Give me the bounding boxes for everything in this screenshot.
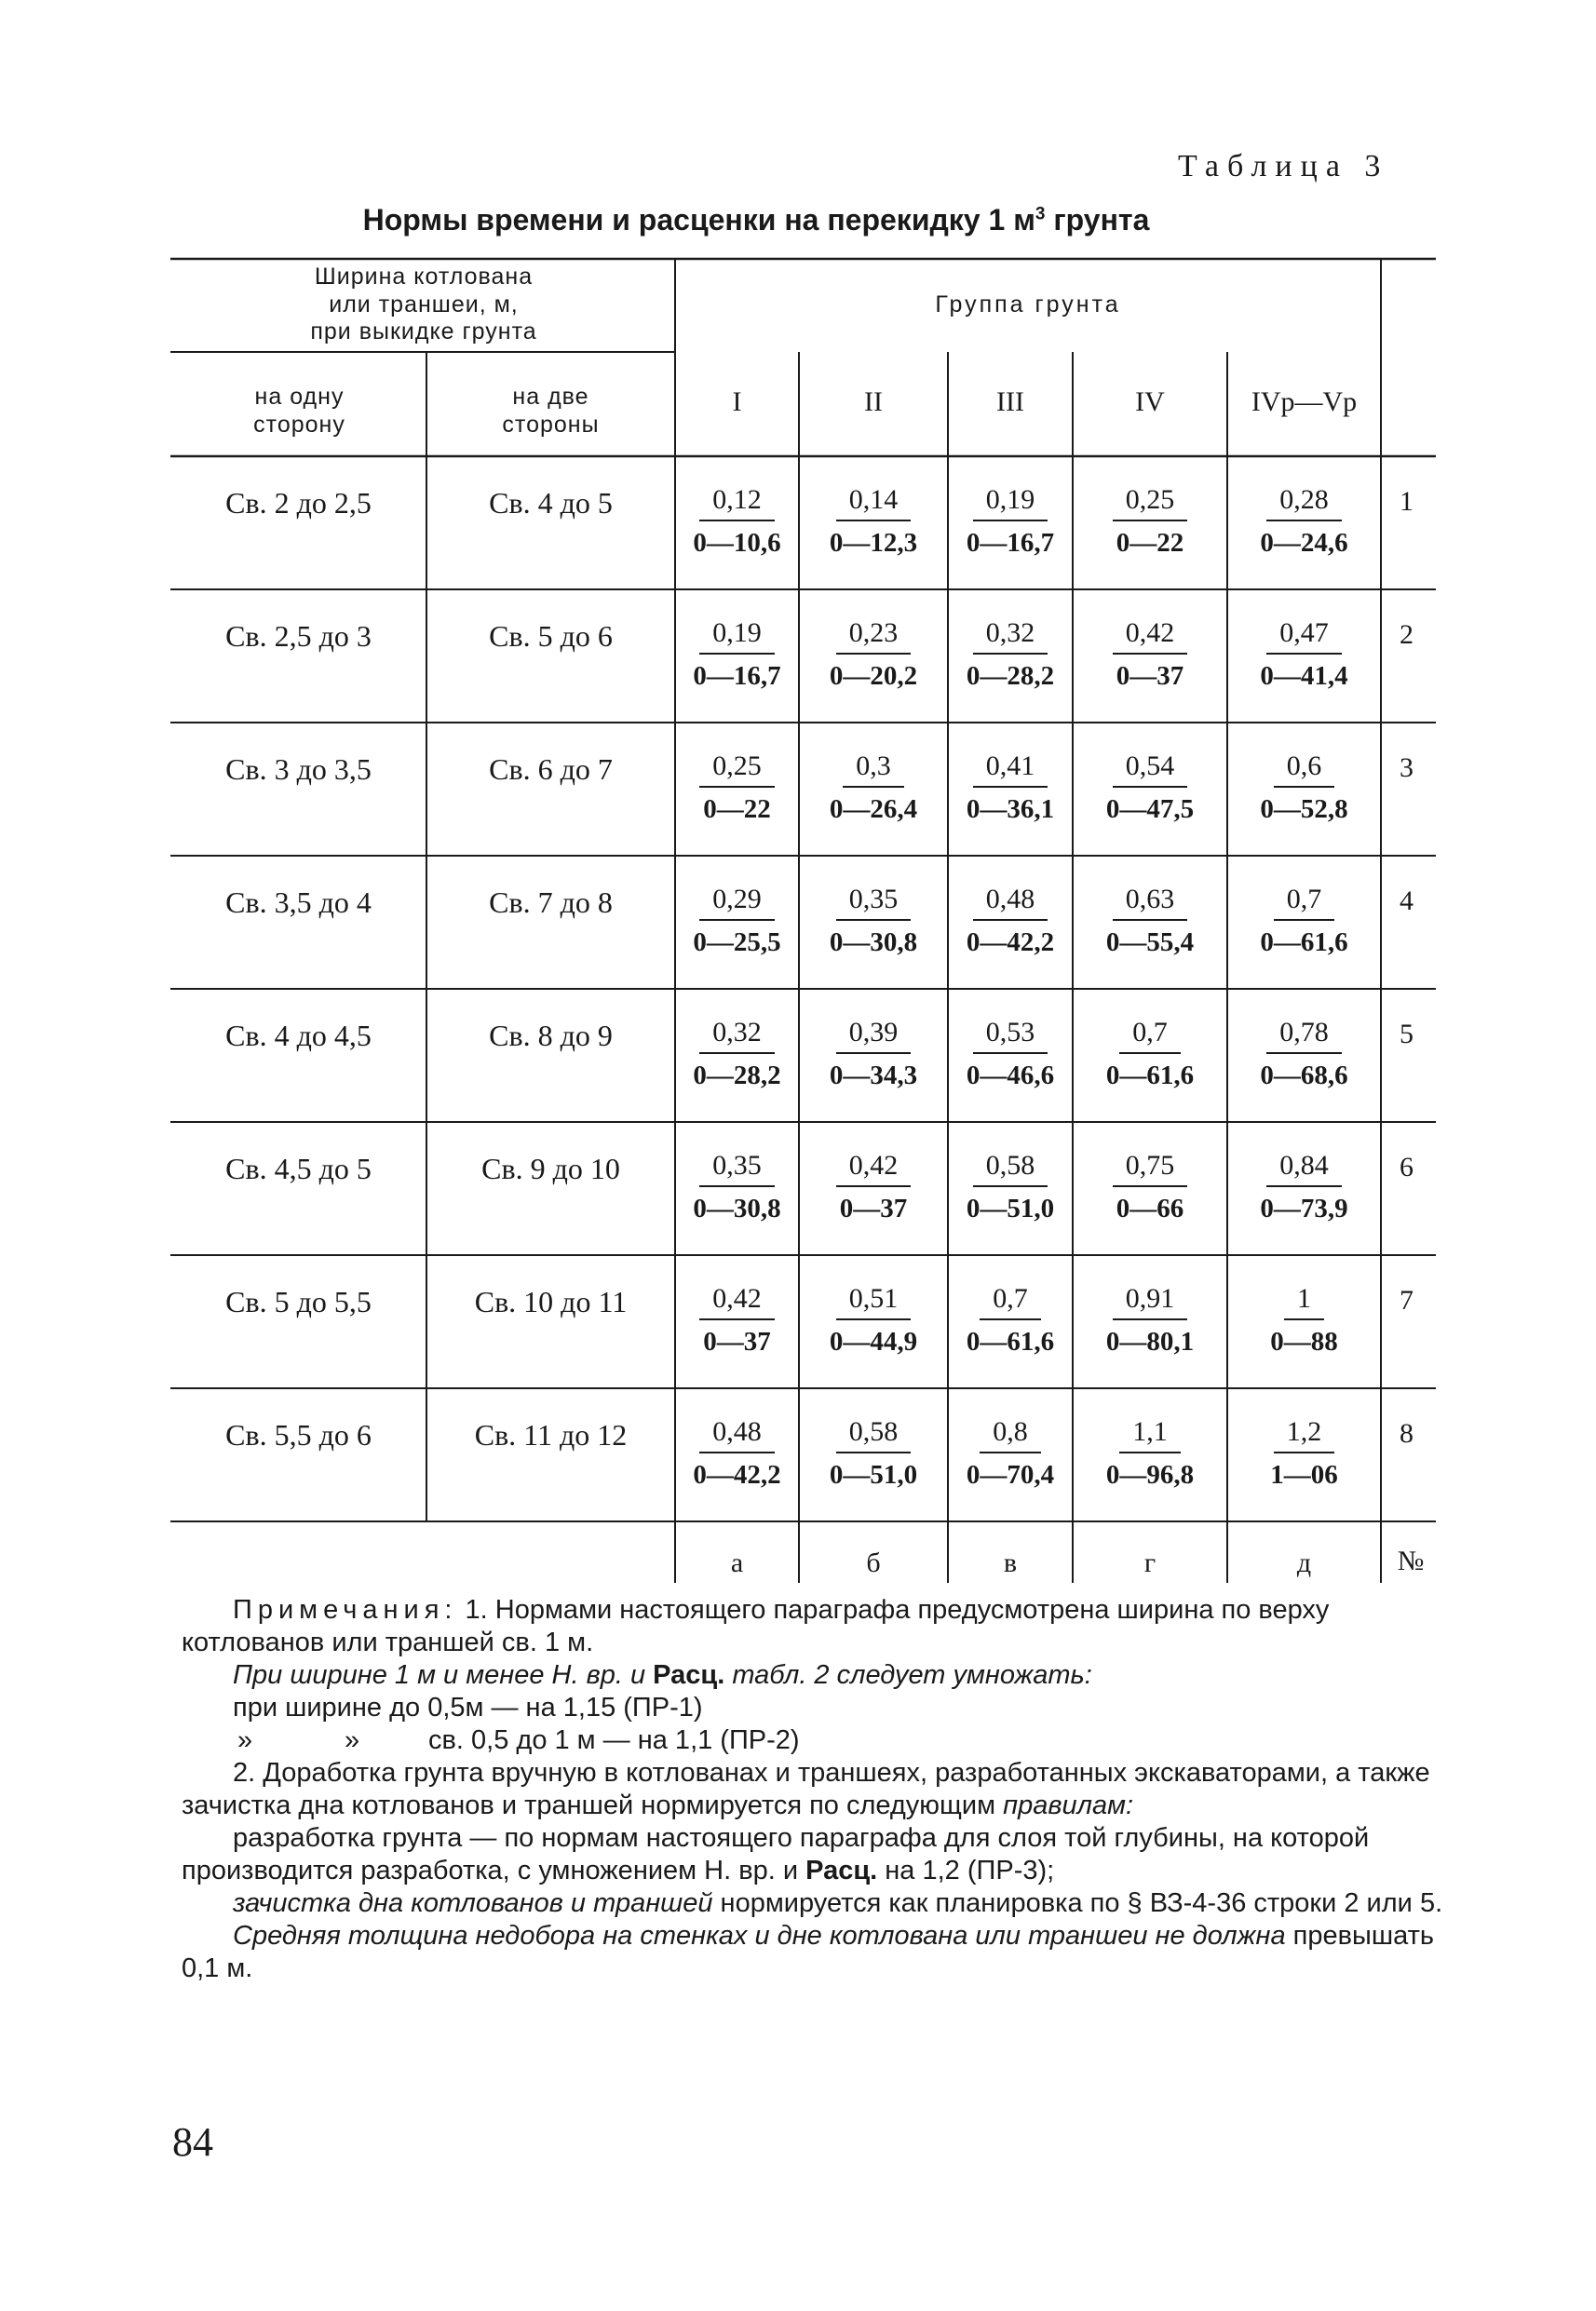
norm-cell: [675, 615, 799, 695]
norm-rate: 0—25,5: [693, 927, 781, 957]
width-one-side: Св. 5,5 до 6: [225, 1418, 372, 1452]
norm-rate: 0—37: [703, 1327, 771, 1357]
norm-cell: [1073, 749, 1227, 828]
norm-cell: [1073, 882, 1227, 961]
soil-group-header: II: [864, 386, 883, 417]
width-two-sides: Св. 7 до 8: [489, 885, 613, 919]
table-title-sup: 3: [1035, 204, 1046, 224]
norm-time: 0,47: [1266, 615, 1342, 655]
row-number: 2: [1400, 619, 1413, 650]
width-one-side: Св. 4,5 до 5: [225, 1152, 372, 1185]
norm-cell: [799, 749, 948, 828]
header-soil-group: Группа грунта: [935, 291, 1121, 318]
norm-cell: [948, 482, 1073, 561]
norm-time: 0,75: [1113, 1148, 1188, 1187]
norm-rate: 0—61,6: [1260, 927, 1348, 957]
norm-time: 0,42: [836, 1148, 912, 1187]
row-number: 6: [1400, 1152, 1413, 1183]
norm-cell: [799, 482, 948, 561]
norm-cell: [1073, 1148, 1227, 1227]
norm-rate: 0—10,6: [693, 528, 781, 558]
norm-cell: [799, 615, 948, 695]
width-two-sides: Св. 10 до 11: [474, 1285, 628, 1318]
table-title-main: Нормы времени и расценки на перекидку 1 м: [362, 203, 1035, 237]
norm-time: 0,53: [973, 1015, 1048, 1054]
width-one-side: Св. 3,5 до 4: [225, 885, 372, 919]
norm-rate: 0—34,3: [829, 1061, 918, 1090]
norm-cell: [1227, 1148, 1381, 1227]
header-two-sides-line: на две: [512, 384, 589, 410]
norm-rate: 0—16,7: [693, 661, 781, 691]
norm-time: 0,19: [973, 482, 1048, 521]
norm-cell: [948, 1281, 1073, 1360]
norm-cell: [1227, 882, 1381, 961]
note-1-rule-a: При ширине 1 м и менее Н. вр. и: [233, 1660, 654, 1690]
norm-time: 0,42: [699, 1281, 775, 1320]
norm-cell: [1227, 1015, 1381, 1094]
norm-rate: 0—61,6: [1105, 1061, 1195, 1090]
norm-time: 0,41: [973, 749, 1048, 788]
norm-cell: [1227, 1281, 1381, 1360]
norm-time: 0,12: [699, 482, 775, 521]
note-1-text: 1. Нормами настоящего параграфа предусмотрена ширина по верху котлованов или траншей св. 1 м.: [182, 1595, 1330, 1657]
width-one-side: Св. 2,5 до 3: [225, 619, 372, 653]
note-3-a: Средняя толщина недобора на стенках и дне котлована или траншеи не должна: [233, 1921, 1286, 1951]
norm-rate: 0—36,1: [966, 794, 1055, 824]
width-two-sides: Св. 8 до 9: [489, 1019, 613, 1052]
norm-time: 0,32: [699, 1015, 775, 1054]
header-width-line: Ширина котлована: [314, 264, 534, 290]
norm-rate: 0—73,9: [1260, 1194, 1348, 1223]
norm-cell: [675, 1414, 799, 1493]
norm-time: 0,84: [1266, 1148, 1342, 1187]
soil-group-header: IV: [1135, 386, 1165, 417]
row-number: 7: [1400, 1285, 1413, 1316]
note-1: [182, 1594, 1448, 1659]
norm-rate: 0—41,4: [1260, 661, 1348, 691]
header-two-sides-line: стороны: [502, 411, 600, 438]
norm-cell: [799, 882, 948, 961]
norm-rate: 0—70,4: [966, 1460, 1055, 1490]
norm-time: 0,51: [836, 1281, 912, 1320]
column-letter: г: [1143, 1547, 1156, 1578]
width-two-sides: Св. 4 до 5: [489, 486, 613, 520]
header-width-line: при выкидке грунта: [310, 318, 537, 345]
norm-rate: 0—88: [1270, 1327, 1338, 1357]
notes-title: Примечания:: [233, 1595, 458, 1625]
norm-cell: [948, 882, 1073, 961]
norm-rate: 0—51,0: [829, 1460, 918, 1490]
norm-rate: 0—80,1: [1105, 1327, 1195, 1357]
norm-time: 0,63: [1113, 882, 1188, 921]
norm-rate: 0—26,4: [829, 794, 918, 824]
norm-time: 0,35: [836, 882, 912, 921]
norm-rate: 1—06: [1270, 1460, 1338, 1490]
norm-rate: 0—30,8: [829, 927, 918, 957]
note-3-b: превышать 0,1 м.: [182, 1921, 1435, 1983]
norm-time: 0,29: [699, 882, 775, 921]
soil-group-header: III: [996, 386, 1024, 417]
norm-time: 0,58: [973, 1148, 1048, 1187]
norm-rate: 0—51,0: [966, 1194, 1055, 1223]
norm-cell: [948, 615, 1073, 695]
table-label: Таблица 3: [1178, 149, 1389, 183]
norm-time: 0,48: [699, 1414, 775, 1453]
norm-rate: 0—30,8: [693, 1194, 781, 1223]
norm-time: 0,35: [699, 1148, 775, 1187]
note-2-a: [182, 1822, 1448, 1887]
norm-time: 0,54: [1113, 749, 1188, 788]
note-2-b: [182, 1887, 1448, 1920]
norm-cell: [675, 1281, 799, 1360]
norm-rate: 0—12,3: [829, 528, 918, 558]
row-number: 3: [1400, 752, 1413, 783]
norm-cell: [1227, 615, 1381, 695]
norm-rate: 0—55,4: [1105, 927, 1195, 957]
note-2-text: 2. Доработка грунта вручную в котлованах и траншеях, разработанных экскаваторами, а также зачистка дна котлованов и траншей нормируется по следующим: [182, 1758, 1430, 1820]
norm-rate: 0—68,6: [1260, 1061, 1348, 1090]
norm-cell: [675, 882, 799, 961]
soil-group-header: I: [732, 386, 742, 417]
norm-cell: [948, 1015, 1073, 1094]
norm-rate: 0—96,8: [1105, 1460, 1195, 1490]
width-one-side: Св. 3 до 3,5: [225, 752, 372, 786]
norm-rate: 0—66: [1116, 1194, 1184, 1223]
width-two-sides: Св. 5 до 6: [489, 619, 613, 653]
table-title-tail: грунта: [1045, 203, 1150, 237]
number-sign: №: [1397, 1546, 1425, 1576]
norm-cell: [948, 749, 1073, 828]
norm-rate: 0—22: [1116, 528, 1184, 558]
header-width-group: [172, 264, 675, 346]
norm-time: 0,3: [843, 749, 904, 788]
soil-group-header: IVр—Vр: [1251, 386, 1358, 417]
norm-time: 0,42: [1113, 615, 1188, 655]
norm-time: 0,7: [980, 1281, 1041, 1320]
norm-time: 0,23: [836, 615, 912, 655]
header-one-side-line: сторону: [253, 411, 345, 438]
width-one-side: Св. 5 до 5,5: [225, 1285, 372, 1318]
norm-cell: [1073, 1414, 1227, 1493]
note-1-rule-b: Расц.: [653, 1660, 725, 1690]
norm-cell: [1073, 615, 1227, 695]
norm-cell: [675, 749, 799, 828]
row-number: 1: [1400, 486, 1413, 517]
norm-cell: [675, 1148, 799, 1227]
norm-time: 1: [1284, 1281, 1324, 1320]
norm-cell: [948, 1414, 1073, 1493]
norm-time: 0,58: [836, 1414, 912, 1453]
norm-cell: [799, 1281, 948, 1360]
norm-rate: 0—37: [1116, 661, 1184, 691]
norm-rate: 0—42,2: [966, 927, 1055, 957]
header-one-side: [172, 384, 426, 439]
norm-time: 0,7: [1119, 1015, 1181, 1054]
column-letter: а: [730, 1547, 744, 1578]
norm-rate: 0—47,5: [1105, 794, 1195, 824]
norm-cell: [1227, 482, 1381, 561]
norm-time: 0,91: [1113, 1281, 1188, 1320]
column-letter: д: [1296, 1547, 1312, 1578]
norm-time: 0,6: [1274, 749, 1335, 788]
norm-time: 0,25: [699, 749, 775, 788]
norm-time: 1,1: [1119, 1414, 1181, 1453]
norm-time: 0,32: [973, 615, 1048, 655]
note-2-b-1: зачистка дна котлованов и траншей: [233, 1888, 713, 1918]
note-1-rule-c: табл. 2 следует умножать:: [724, 1660, 1092, 1690]
norm-cell: [1073, 482, 1227, 561]
column-letter: б: [866, 1547, 881, 1578]
ditto-mark: »: [237, 1725, 253, 1755]
norm-rate: 0—16,7: [966, 528, 1055, 558]
width-one-side: Св. 4 до 4,5: [225, 1019, 372, 1052]
note-2-a-1: разработка грунта — по нормам настоящего параграфа для слоя той глубины, на которой производится разработка, с умножением Н. вр. и: [182, 1823, 1370, 1885]
note-1-case-1: при ширине до 0,5м — на 1,15 (ПР-1): [233, 1693, 703, 1723]
norm-cell: [675, 482, 799, 561]
norm-rate: 0—42,2: [693, 1460, 781, 1490]
norm-cell: [799, 1414, 948, 1493]
norm-rate: 0—61,6: [966, 1327, 1055, 1357]
header-width-line: или траншеи, м,: [329, 291, 519, 318]
width-two-sides: Св. 6 до 7: [489, 752, 613, 786]
norm-time: 0,48: [973, 882, 1048, 921]
note-1-case-2: св. 0,5 до 1 м — на 1,1 (ПР-2): [428, 1725, 800, 1755]
norm-cell: [1073, 1015, 1227, 1094]
note-3: [182, 1920, 1448, 1985]
norm-time: 1,2: [1274, 1414, 1335, 1453]
row-number: 4: [1400, 885, 1413, 916]
note-2-a-3: на 1,2 (ПР-3);: [877, 1856, 1055, 1885]
norm-time: 0,39: [836, 1015, 912, 1054]
norm-rate: 0—52,8: [1260, 794, 1348, 824]
norm-time: 0,19: [699, 615, 775, 655]
note-1-rule: [182, 1659, 1448, 1692]
norm-cell: [1073, 1281, 1227, 1360]
norm-cell: [799, 1148, 948, 1227]
norm-cell: [799, 1015, 948, 1094]
width-two-sides: Св. 11 до 12: [474, 1418, 628, 1452]
note-2: [182, 1757, 1448, 1822]
note-2-tail: правилам:: [1003, 1791, 1134, 1820]
norm-time: 0,28: [1266, 482, 1342, 521]
norm-rate: 0—28,2: [966, 661, 1055, 691]
column-letter: в: [1003, 1547, 1018, 1578]
norm-cell: [948, 1148, 1073, 1227]
header-two-sides: [426, 384, 675, 439]
norm-rate: 0—37: [839, 1194, 908, 1223]
note-2-b-2: нормируется как планировка по § ВЗ-4-36 строки 2 или 5.: [712, 1888, 1443, 1918]
page-number: 84: [172, 2119, 213, 2165]
notes: [182, 1594, 1448, 1985]
norm-rate: 0—24,6: [1260, 528, 1348, 558]
note-1-case-2-line: [182, 1724, 1448, 1757]
norm-time: 0,8: [980, 1414, 1041, 1453]
header-one-side-line: на одну: [254, 384, 345, 410]
norm-rate: 0—46,6: [966, 1061, 1055, 1090]
ditto-mark: »: [345, 1725, 360, 1755]
norm-rate: 0—28,2: [693, 1061, 781, 1090]
row-number: 5: [1400, 1019, 1413, 1049]
norm-cell: [675, 1015, 799, 1094]
norm-time: 0,78: [1266, 1015, 1342, 1054]
norm-time: 0,25: [1113, 482, 1188, 521]
norm-rate: 0—22: [703, 794, 771, 824]
norm-cell: [1227, 1414, 1381, 1493]
note-2-a-2: Расц.: [805, 1856, 878, 1885]
row-number: 8: [1400, 1418, 1413, 1449]
norm-rate: 0—20,2: [829, 661, 918, 691]
norm-cell: [1227, 749, 1381, 828]
norm-rate: 0—44,9: [829, 1327, 918, 1357]
width-one-side: Св. 2 до 2,5: [225, 486, 372, 520]
width-two-sides: Св. 9 до 10: [481, 1152, 620, 1185]
norm-time: 0,14: [836, 482, 912, 521]
norm-time: 0,7: [1274, 882, 1335, 921]
